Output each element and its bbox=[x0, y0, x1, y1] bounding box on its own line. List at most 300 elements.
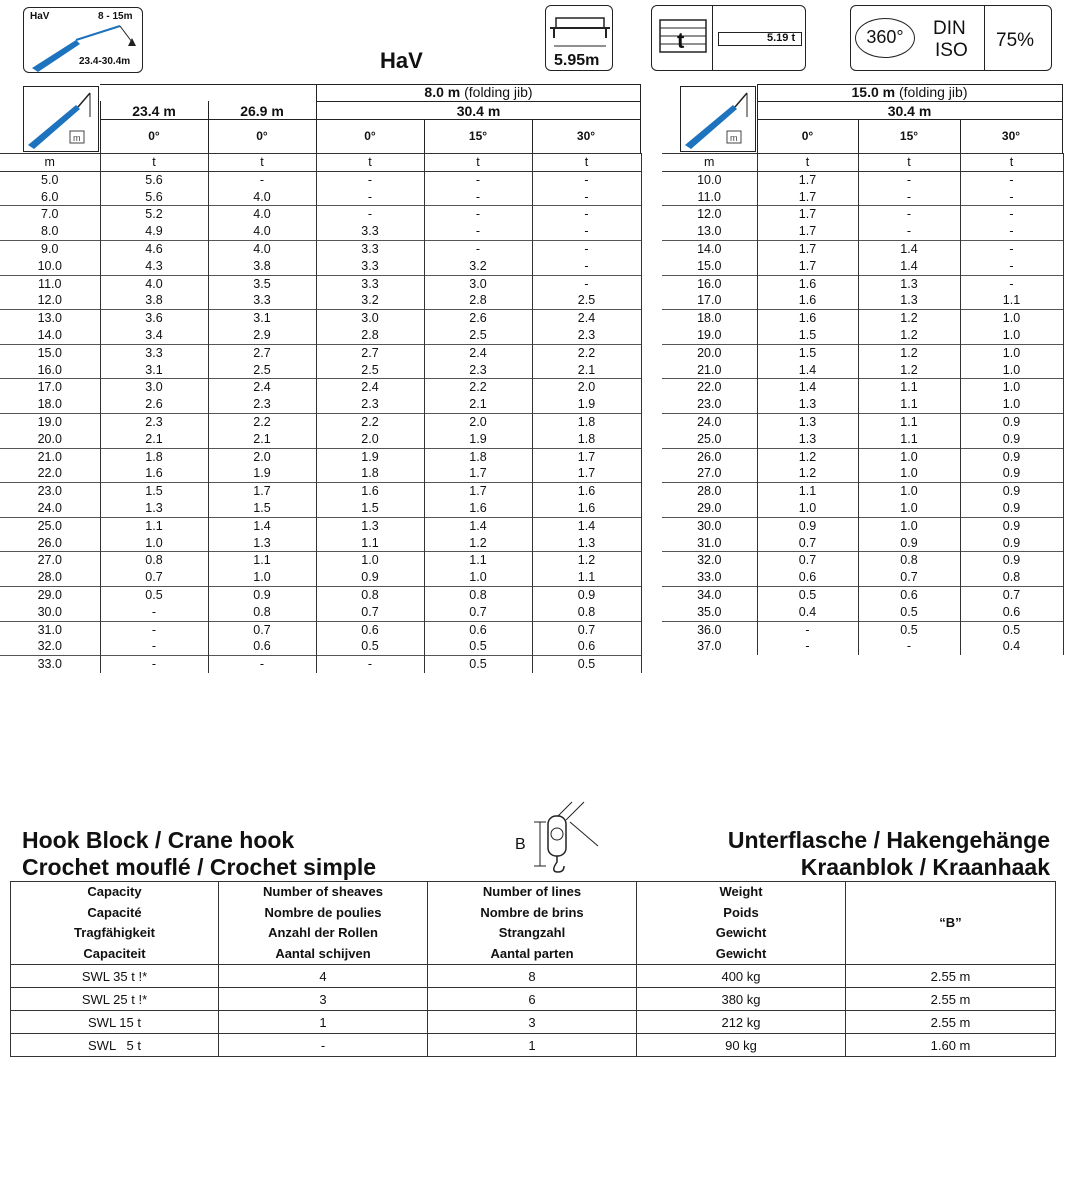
left-load-cell: 1.1 bbox=[424, 552, 532, 569]
right-load-cell: - bbox=[858, 171, 960, 188]
left-load-cell: 0.7 bbox=[532, 621, 641, 638]
right-load-cell: 1.3 bbox=[858, 275, 960, 292]
left-load-cell: 1.9 bbox=[208, 465, 316, 482]
left-load-cell: 0.7 bbox=[424, 604, 532, 621]
right-load-cell: 1.2 bbox=[757, 465, 858, 482]
left-load-cell: 2.8 bbox=[424, 292, 532, 309]
left-load-unit: t bbox=[100, 154, 208, 172]
left-load-cell: 2.3 bbox=[100, 413, 208, 430]
left-radius-cell: 7.0 bbox=[0, 206, 100, 223]
right-load-cell: 0.5 bbox=[960, 621, 1063, 638]
left-load-cell: 3.8 bbox=[208, 258, 316, 275]
left-angle-4: 15° bbox=[468, 129, 488, 143]
left-radius-cell: 30.0 bbox=[0, 604, 100, 621]
hook-block-table bbox=[10, 881, 1056, 1057]
left-load-cell: 3.2 bbox=[424, 258, 532, 275]
left-load-cell: 1.0 bbox=[424, 569, 532, 586]
left-angle-5: 30° bbox=[576, 129, 596, 143]
left-load-cell: 2.3 bbox=[208, 396, 316, 413]
left-load-row bbox=[0, 396, 641, 413]
right-load-row bbox=[662, 344, 1063, 361]
right-load-cell: 0.5 bbox=[858, 604, 960, 621]
hook-col-capacity: Capacity Capacité Tragfähigkeit Capaciteit bbox=[11, 882, 219, 965]
left-load-cell: 1.8 bbox=[532, 413, 641, 430]
right-radius-unit: m bbox=[662, 154, 757, 172]
left-load-cell: 3.1 bbox=[100, 362, 208, 379]
hook-sheaves-cell: 4 bbox=[219, 965, 428, 988]
left-load-cell: 0.6 bbox=[532, 638, 641, 655]
right-jib-note: (folding jib) bbox=[899, 84, 968, 100]
left-load-row bbox=[0, 586, 641, 603]
left-load-cell: 3.3 bbox=[316, 275, 424, 292]
left-load-cell: 5.6 bbox=[100, 189, 208, 206]
right-load-cell: 0.7 bbox=[757, 535, 858, 552]
left-radius-cell: 20.0 bbox=[0, 431, 100, 448]
slew-badge bbox=[855, 18, 915, 58]
left-radius-cell: 24.0 bbox=[0, 500, 100, 517]
left-load-cell: 3.8 bbox=[100, 292, 208, 309]
right-load-cell: 0.9 bbox=[858, 535, 960, 552]
right-load-row bbox=[662, 223, 1063, 240]
right-load-cell: 1.0 bbox=[757, 500, 858, 517]
boom-span-label: 23.4-30.4m bbox=[79, 56, 131, 67]
right-load-cell: 1.6 bbox=[757, 275, 858, 292]
left-load-cell: 2.4 bbox=[208, 379, 316, 396]
left-load-row bbox=[0, 206, 641, 223]
left-load-cell: - bbox=[532, 223, 641, 240]
left-radius-cell: 22.0 bbox=[0, 465, 100, 482]
right-load-row bbox=[662, 379, 1063, 396]
left-load-row bbox=[0, 517, 641, 534]
left-load-cell: - bbox=[532, 171, 641, 188]
chart-title: HaV bbox=[380, 48, 423, 73]
right-load-cell: 1.1 bbox=[858, 431, 960, 448]
left-load-row bbox=[0, 604, 641, 621]
right-load-cell: 1.7 bbox=[757, 171, 858, 188]
right-jib-length: 15.0 m bbox=[851, 84, 896, 100]
left-load-cell: - bbox=[424, 206, 532, 223]
right-load-unit: t bbox=[858, 154, 960, 172]
right-load-row bbox=[662, 258, 1063, 275]
right-load-cell: 1.0 bbox=[960, 344, 1063, 361]
left-load-cell: - bbox=[424, 223, 532, 240]
right-load-cell: - bbox=[960, 223, 1063, 240]
left-radius-unit: m bbox=[0, 154, 100, 172]
right-load-cell: - bbox=[960, 240, 1063, 257]
left-load-cell: - bbox=[208, 171, 316, 188]
right-load-cell: 1.0 bbox=[858, 517, 960, 534]
left-load-cell: - bbox=[100, 621, 208, 638]
right-radius-cell: 21.0 bbox=[662, 362, 757, 379]
hook-sheaves-cell: - bbox=[219, 1034, 428, 1057]
right-load-cell: 1.0 bbox=[858, 483, 960, 500]
counterweight-value: 5.19 t bbox=[767, 32, 796, 44]
left-load-cell: 1.6 bbox=[532, 500, 641, 517]
left-load-cell: 2.5 bbox=[316, 362, 424, 379]
right-load-cell: 0.5 bbox=[858, 621, 960, 638]
right-radius-cell: 18.0 bbox=[662, 310, 757, 327]
left-load-cell: 2.0 bbox=[208, 448, 316, 465]
left-load-row bbox=[0, 327, 641, 344]
hook-title-right-1: Unterflasche / Hakengehänge bbox=[727, 827, 1050, 853]
left-radius-cell: 31.0 bbox=[0, 621, 100, 638]
left-load-cell: 0.8 bbox=[100, 552, 208, 569]
right-load-cell: 0.7 bbox=[757, 552, 858, 569]
slew-value: 360° bbox=[866, 27, 904, 47]
left-load-cell: 1.8 bbox=[424, 448, 532, 465]
right-load-cell: 0.7 bbox=[858, 569, 960, 586]
left-load-cell: 4.9 bbox=[100, 223, 208, 240]
left-load-cell: 1.0 bbox=[316, 552, 424, 569]
right-radius-cell: 36.0 bbox=[662, 621, 757, 638]
left-load-row bbox=[0, 500, 641, 517]
right-radius-cell: 20.0 bbox=[662, 344, 757, 361]
left-load-cell: 2.2 bbox=[424, 379, 532, 396]
left-load-row bbox=[0, 656, 641, 673]
hook-col-weight: Weight Poids Gewicht Gewicht bbox=[637, 882, 846, 965]
svg-text:m: m bbox=[730, 133, 738, 143]
left-angle-3: 0° bbox=[364, 129, 376, 143]
left-load-cell: 1.4 bbox=[208, 517, 316, 534]
left-radius-cell: 8.0 bbox=[0, 223, 100, 240]
right-load-cell: - bbox=[858, 189, 960, 206]
right-load-cell: 1.0 bbox=[858, 500, 960, 517]
left-load-cell: - bbox=[316, 656, 424, 673]
right-radius-cell: 37.0 bbox=[662, 638, 757, 655]
left-boom-23-4: 23.4 m bbox=[132, 103, 176, 119]
left-load-cell: 2.1 bbox=[208, 431, 316, 448]
right-load-cell: 0.9 bbox=[960, 448, 1063, 465]
left-load-cell: 5.6 bbox=[100, 171, 208, 188]
right-radius-cell: 13.0 bbox=[662, 223, 757, 240]
left-load-cell: 2.3 bbox=[532, 327, 641, 344]
left-load-cell: 4.3 bbox=[100, 258, 208, 275]
left-load-cell: 1.3 bbox=[100, 500, 208, 517]
right-radius-cell: 29.0 bbox=[662, 500, 757, 517]
left-load-cell: - bbox=[208, 656, 316, 673]
left-load-cell: - bbox=[100, 604, 208, 621]
left-load-cell: 1.6 bbox=[316, 483, 424, 500]
left-load-cell: 1.6 bbox=[532, 483, 641, 500]
right-load-cell: 1.2 bbox=[757, 448, 858, 465]
left-load-cell: 1.3 bbox=[316, 517, 424, 534]
hook-capacity-cell: SWL 15 t bbox=[11, 1011, 219, 1034]
boom-diagram-icon bbox=[681, 87, 755, 151]
left-load-rows bbox=[0, 154, 641, 673]
left-load-cell: 1.3 bbox=[532, 535, 641, 552]
hook-col-lines: Number of lines Nombre de brins Strangzahl Aantal parten bbox=[428, 882, 637, 965]
left-load-row bbox=[0, 431, 641, 448]
right-load-row bbox=[662, 413, 1063, 430]
right-boom-30-4: 30.4 m bbox=[887, 103, 932, 119]
svg-text:m: m bbox=[73, 133, 81, 143]
right-load-cell: - bbox=[858, 206, 960, 223]
left-load-cell: 2.4 bbox=[424, 344, 532, 361]
right-load-unit: t bbox=[960, 154, 1063, 172]
right-load-cell: 1.0 bbox=[858, 448, 960, 465]
left-radius-cell: 16.0 bbox=[0, 362, 100, 379]
left-load-cell: 0.7 bbox=[316, 604, 424, 621]
right-load-cell: 0.9 bbox=[960, 500, 1063, 517]
left-load-cell: 2.3 bbox=[316, 396, 424, 413]
right-load-row bbox=[662, 206, 1063, 223]
right-load-cell: 0.9 bbox=[960, 535, 1063, 552]
left-load-unit: t bbox=[424, 154, 532, 172]
left-radius-cell: 29.0 bbox=[0, 586, 100, 603]
hook-row bbox=[11, 965, 1056, 988]
left-radius-cell: 28.0 bbox=[0, 569, 100, 586]
standard-panel bbox=[850, 5, 1052, 71]
right-load-unit: t bbox=[757, 154, 858, 172]
right-angle-1: 0° bbox=[801, 129, 814, 143]
left-load-cell: - bbox=[424, 240, 532, 257]
left-load-row bbox=[0, 344, 641, 361]
right-load-cell: 1.0 bbox=[960, 327, 1063, 344]
left-load-unit: t bbox=[316, 154, 424, 172]
left-load-cell: 2.8 bbox=[316, 327, 424, 344]
left-jib-length: 8.0 m bbox=[424, 84, 461, 100]
left-load-cell: - bbox=[316, 189, 424, 206]
left-load-cell: 1.6 bbox=[424, 500, 532, 517]
left-load-cell: 2.0 bbox=[532, 379, 641, 396]
stability-percent: 75% bbox=[996, 30, 1035, 51]
right-load-cell: 1.2 bbox=[858, 327, 960, 344]
hook-col-b: “B” bbox=[846, 882, 1056, 965]
left-load-unit: t bbox=[208, 154, 316, 172]
hav-config-icon bbox=[23, 7, 143, 73]
left-load-cell: 1.5 bbox=[208, 500, 316, 517]
left-load-row bbox=[0, 362, 641, 379]
right-load-cell: 1.5 bbox=[757, 327, 858, 344]
right-load-cell: 1.6 bbox=[757, 292, 858, 309]
left-load-cell: 0.8 bbox=[316, 586, 424, 603]
right-load-row bbox=[662, 171, 1063, 188]
left-radius-cell: 19.0 bbox=[0, 413, 100, 430]
left-load-cell: 0.9 bbox=[316, 569, 424, 586]
hav-label: HaV bbox=[30, 11, 50, 22]
left-load-cell: 1.8 bbox=[316, 465, 424, 482]
right-load-row bbox=[662, 500, 1063, 517]
right-radius-cell: 33.0 bbox=[662, 569, 757, 586]
hook-title-left-1: Hook Block / Crane hook bbox=[22, 827, 295, 853]
right-radius-cell: 15.0 bbox=[662, 258, 757, 275]
left-load-cell: 0.5 bbox=[316, 638, 424, 655]
left-load-cell: 2.3 bbox=[424, 362, 532, 379]
right-radius-cell: 12.0 bbox=[662, 206, 757, 223]
left-load-cell: 3.1 bbox=[208, 310, 316, 327]
left-load-cell: 0.6 bbox=[424, 621, 532, 638]
right-radius-cell: 14.0 bbox=[662, 240, 757, 257]
left-load-row bbox=[0, 189, 641, 206]
hook-header-row bbox=[11, 882, 1056, 965]
right-load-cell: 0.6 bbox=[858, 586, 960, 603]
left-load-cell: 2.2 bbox=[316, 413, 424, 430]
right-load-cell: 1.4 bbox=[858, 240, 960, 257]
left-load-row bbox=[0, 413, 641, 430]
left-load-cell: 3.4 bbox=[100, 327, 208, 344]
right-load-cell: 1.3 bbox=[858, 292, 960, 309]
right-load-row bbox=[662, 638, 1063, 655]
left-units-row bbox=[0, 154, 641, 172]
right-load-cell: - bbox=[960, 258, 1063, 275]
right-load-cell: 0.9 bbox=[960, 552, 1063, 569]
right-angle-3: 30° bbox=[1001, 129, 1021, 143]
left-load-cell: - bbox=[100, 656, 208, 673]
right-load-cell: 0.9 bbox=[960, 413, 1063, 430]
left-load-cell: 2.2 bbox=[532, 344, 641, 361]
left-load-row bbox=[0, 258, 641, 275]
right-load-cell: 1.0 bbox=[960, 362, 1063, 379]
left-load-cell: 0.6 bbox=[316, 621, 424, 638]
left-radius-cell: 21.0 bbox=[0, 448, 100, 465]
right-load-cell: 1.0 bbox=[960, 310, 1063, 327]
hook-b-cell: 2.55 m bbox=[846, 1011, 1056, 1034]
left-load-cell: 3.3 bbox=[316, 223, 424, 240]
hook-capacity-cell: SWL 25 t !* bbox=[11, 988, 219, 1011]
right-load-row bbox=[662, 535, 1063, 552]
hook-weight-cell: 400 kg bbox=[637, 965, 846, 988]
left-load-cell: 0.9 bbox=[532, 586, 641, 603]
hook-weight-cell: 380 kg bbox=[637, 988, 846, 1011]
right-load-cell: 0.9 bbox=[960, 517, 1063, 534]
left-radius-cell: 25.0 bbox=[0, 517, 100, 534]
left-load-cell: - bbox=[532, 240, 641, 257]
left-load-cell: 4.0 bbox=[208, 206, 316, 223]
right-load-cell: 1.2 bbox=[858, 344, 960, 361]
right-load-cell: 0.8 bbox=[858, 552, 960, 569]
hook-block-icon bbox=[512, 800, 604, 876]
left-load-cell: 3.0 bbox=[424, 275, 532, 292]
right-load-rows bbox=[662, 154, 1063, 656]
left-load-cell: 2.5 bbox=[532, 292, 641, 309]
left-load-cell: 1.2 bbox=[424, 535, 532, 552]
right-radius-cell: 11.0 bbox=[662, 189, 757, 206]
iso-label: ISO bbox=[935, 40, 968, 61]
left-load-cell: 0.7 bbox=[208, 621, 316, 638]
left-load-row bbox=[0, 275, 641, 292]
left-load-cell: 2.5 bbox=[208, 362, 316, 379]
left-load-cell: - bbox=[424, 171, 532, 188]
right-load-cell: 1.7 bbox=[757, 189, 858, 206]
right-load-cell: 0.5 bbox=[757, 586, 858, 603]
hook-b-cell: 1.60 m bbox=[846, 1034, 1056, 1057]
left-load-cell: 2.6 bbox=[424, 310, 532, 327]
right-load-cell: 0.7 bbox=[960, 586, 1063, 603]
right-load-cell: 1.4 bbox=[757, 379, 858, 396]
right-load-row bbox=[662, 465, 1063, 482]
left-load-cell: 1.1 bbox=[316, 535, 424, 552]
right-radius-cell: 32.0 bbox=[662, 552, 757, 569]
right-radius-cell: 23.0 bbox=[662, 396, 757, 413]
right-load-row bbox=[662, 483, 1063, 500]
right-load-cell: 1.1 bbox=[960, 292, 1063, 309]
hook-sheaves-cell: 1 bbox=[219, 1011, 428, 1034]
right-load-cell: 1.1 bbox=[757, 483, 858, 500]
left-load-cell: 3.0 bbox=[100, 379, 208, 396]
left-load-cell: 2.6 bbox=[100, 396, 208, 413]
right-load-cell: 0.9 bbox=[960, 483, 1063, 500]
right-radius-cell: 31.0 bbox=[662, 535, 757, 552]
hook-lines-cell: 6 bbox=[428, 988, 637, 1011]
right-load-cell: - bbox=[858, 638, 960, 655]
left-load-cell: 3.0 bbox=[316, 310, 424, 327]
left-load-cell: 0.5 bbox=[532, 656, 641, 673]
right-load-cell: 1.5 bbox=[757, 344, 858, 361]
right-radius-cell: 22.0 bbox=[662, 379, 757, 396]
left-jib-note: (folding jib) bbox=[464, 84, 533, 100]
left-load-cell: 3.3 bbox=[208, 292, 316, 309]
hook-lines-cell: 1 bbox=[428, 1034, 637, 1057]
left-load-cell: 0.8 bbox=[424, 586, 532, 603]
left-load-table bbox=[0, 153, 642, 673]
right-radius-cell: 17.0 bbox=[662, 292, 757, 309]
left-radius-cell: 32.0 bbox=[0, 638, 100, 655]
left-load-cell: 1.7 bbox=[424, 465, 532, 482]
right-radius-cell: 24.0 bbox=[662, 413, 757, 430]
left-load-cell: 4.0 bbox=[100, 275, 208, 292]
right-radius-cell: 30.0 bbox=[662, 517, 757, 534]
right-load-cell: 1.7 bbox=[757, 206, 858, 223]
hook-row bbox=[11, 988, 1056, 1011]
right-load-cell: 1.3 bbox=[757, 431, 858, 448]
hook-b-cell: 2.55 m bbox=[846, 965, 1056, 988]
right-load-row bbox=[662, 431, 1063, 448]
right-radius-cell: 34.0 bbox=[662, 586, 757, 603]
counterweight-panel bbox=[651, 5, 806, 71]
right-load-cell: 1.1 bbox=[858, 379, 960, 396]
left-load-cell: 2.1 bbox=[100, 431, 208, 448]
outrigger-base-icon bbox=[546, 6, 614, 56]
hook-title-left-2: Crochet mouflé / Crochet simple bbox=[22, 854, 377, 880]
left-load-cell: 2.1 bbox=[532, 362, 641, 379]
left-load-cell: 1.8 bbox=[532, 431, 641, 448]
left-load-cell: 1.2 bbox=[532, 552, 641, 569]
left-load-cell: 1.6 bbox=[100, 465, 208, 482]
right-radius-cell: 10.0 bbox=[662, 171, 757, 188]
right-load-cell: 1.0 bbox=[960, 379, 1063, 396]
right-load-row bbox=[662, 292, 1063, 309]
left-load-row bbox=[0, 448, 641, 465]
hook-row bbox=[11, 1011, 1056, 1034]
right-load-cell: 1.1 bbox=[858, 413, 960, 430]
right-load-cell: 1.4 bbox=[757, 362, 858, 379]
right-load-cell: 1.2 bbox=[858, 362, 960, 379]
right-radius-cell: 27.0 bbox=[662, 465, 757, 482]
left-load-cell: 2.9 bbox=[208, 327, 316, 344]
left-load-cell: - bbox=[424, 189, 532, 206]
right-load-cell: - bbox=[960, 189, 1063, 206]
left-load-row bbox=[0, 240, 641, 257]
right-load-cell: 1.3 bbox=[757, 413, 858, 430]
hook-row bbox=[11, 1034, 1056, 1057]
left-load-unit: t bbox=[532, 154, 641, 172]
left-load-cell: 0.8 bbox=[532, 604, 641, 621]
hook-weight-cell: 90 kg bbox=[637, 1034, 846, 1057]
left-load-cell: 1.3 bbox=[208, 535, 316, 552]
right-load-cell: 0.4 bbox=[757, 604, 858, 621]
left-load-cell: 0.5 bbox=[100, 586, 208, 603]
left-load-cell: 1.1 bbox=[532, 569, 641, 586]
right-load-cell: 0.6 bbox=[757, 569, 858, 586]
din-label: DIN bbox=[933, 18, 966, 39]
left-load-cell: 1.7 bbox=[424, 483, 532, 500]
right-load-cell: 1.4 bbox=[858, 258, 960, 275]
left-load-cell: 1.5 bbox=[100, 483, 208, 500]
right-load-row bbox=[662, 448, 1063, 465]
left-load-row bbox=[0, 552, 641, 569]
left-load-cell: 1.9 bbox=[532, 396, 641, 413]
left-load-row bbox=[0, 379, 641, 396]
